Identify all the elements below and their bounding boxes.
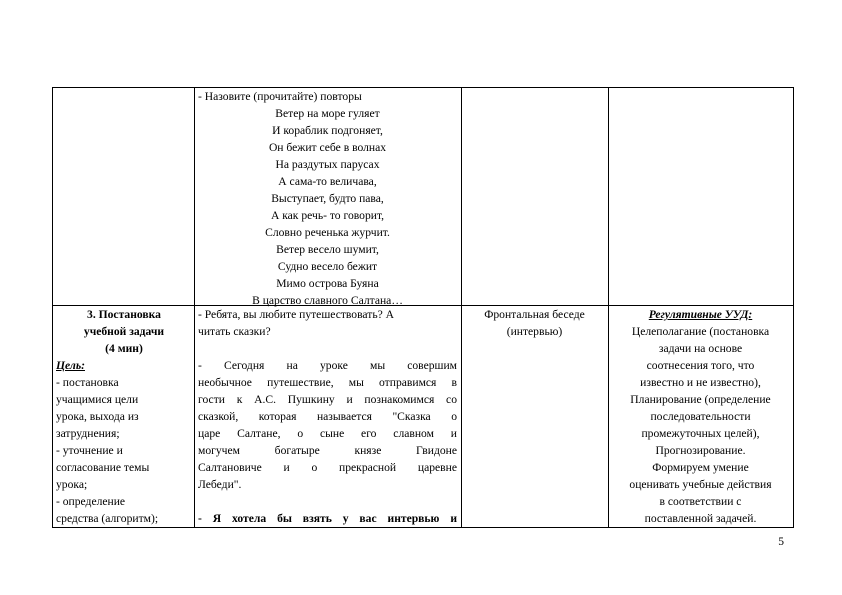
teacher-line: Лебеди". bbox=[198, 478, 242, 491]
table-col-divider-3 bbox=[608, 87, 609, 528]
poem-line: Ветер на море гуляет bbox=[275, 107, 380, 120]
table-col-divider-1 bbox=[194, 87, 195, 528]
teacher-line: - Ребята, вы любите путешествовать? А bbox=[198, 308, 395, 321]
table-col-divider-2 bbox=[461, 87, 462, 528]
work-form-cell bbox=[463, 306, 606, 340]
poem-line: На раздутых парусах bbox=[275, 158, 380, 171]
uud-label: Регулятивные УУД: bbox=[648, 308, 753, 321]
poem-line: А как речь- то говорит, bbox=[270, 209, 385, 222]
uud-line: известно и не известно), bbox=[640, 376, 761, 389]
goal-label: Цель: bbox=[56, 359, 85, 372]
uud-line: задачи на основе bbox=[658, 342, 743, 355]
teacher-line: гости к А.С. Пушкину и познакомимся со bbox=[198, 393, 457, 406]
teacher-line: - Я хотела бы взять у вас интервью и bbox=[198, 512, 457, 525]
goal-line: урока, выхода из bbox=[56, 410, 139, 423]
poem-line: Он бежит себе в волнах bbox=[268, 141, 387, 154]
teacher-line: - Сегодня на уроке мы совершим bbox=[198, 359, 457, 372]
poem-line: В царство славного Салтана… bbox=[252, 294, 403, 307]
uud-line: Формируем умение bbox=[652, 461, 749, 474]
uud-line: промежуточных целей), bbox=[641, 427, 760, 440]
teacher-line: Салтановиче и о прекрасной царевне bbox=[198, 461, 457, 474]
poem-line: А сама-то величава, bbox=[278, 175, 377, 188]
row1-content-cell bbox=[198, 88, 457, 309]
teacher-line: читать сказки? bbox=[198, 325, 271, 338]
teacher-line: царе Салтане, о сыне его славном и bbox=[198, 427, 457, 440]
goal-line: учащимися цели bbox=[56, 393, 139, 406]
teacher-speech-cell bbox=[198, 306, 457, 527]
stage-title bbox=[56, 306, 192, 357]
goal-line: средства (алгоритм); bbox=[56, 512, 159, 525]
stage-cell bbox=[56, 306, 192, 527]
stage-title-line: 3. Постановка bbox=[87, 308, 161, 321]
stage-title-line: учебной задачи bbox=[83, 325, 165, 338]
work-form-line: (интервью) bbox=[506, 325, 563, 338]
uud-cell bbox=[610, 306, 791, 527]
poem-line: Ветер весело шумит, bbox=[276, 243, 379, 256]
poem-line: И кораблик подгоняет, bbox=[272, 124, 383, 137]
uud-line: последовательности bbox=[650, 410, 751, 423]
poem bbox=[198, 105, 457, 309]
stage-title-line: (4 мин) bbox=[105, 342, 143, 355]
uud-line: Планирование (определение bbox=[630, 393, 771, 406]
poem-line: Выступает, будто пава, bbox=[271, 192, 384, 205]
uud-line: в соответствии с bbox=[659, 495, 742, 508]
goal-list bbox=[56, 374, 192, 527]
table-border-bottom bbox=[52, 527, 794, 528]
goal-line: - определение bbox=[56, 495, 126, 508]
goal-line: урока; bbox=[56, 478, 88, 491]
uud-list bbox=[610, 323, 791, 527]
teacher-line: сказкой, которая называется "Сказка о bbox=[198, 410, 457, 423]
work-form-line: Фронтальная беседе bbox=[484, 308, 585, 321]
goal-line: - уточнение и bbox=[56, 444, 123, 457]
repetition-prompt: - Назовите (прочитайте) повторы bbox=[198, 90, 362, 103]
goal-line: затруднения; bbox=[56, 427, 120, 440]
page-number: 5 bbox=[778, 536, 784, 548]
goal-line: согласование темы bbox=[56, 461, 150, 474]
uud-line: соотнесения того, что bbox=[646, 359, 755, 372]
uud-line: оценивать учебные действия bbox=[629, 478, 772, 491]
poem-line: Словно реченька журчит. bbox=[265, 226, 390, 239]
teacher-line: необычное путешествие, мы отправимся в bbox=[198, 376, 457, 389]
teacher-line: могучем богатыре князе Гвидоне bbox=[198, 444, 457, 457]
goal-line: - постановка bbox=[56, 376, 119, 389]
uud-line: Целеполагание (постановка bbox=[631, 325, 770, 338]
poem-line: Мимо острова Буяна bbox=[276, 277, 379, 290]
uud-line: Прогнозирование. bbox=[655, 444, 746, 457]
uud-line: поставленной задачей. bbox=[644, 512, 757, 525]
poem-line: Судно весело бежит bbox=[277, 260, 378, 273]
table-border-left bbox=[52, 87, 53, 528]
table-border-right bbox=[793, 87, 794, 528]
